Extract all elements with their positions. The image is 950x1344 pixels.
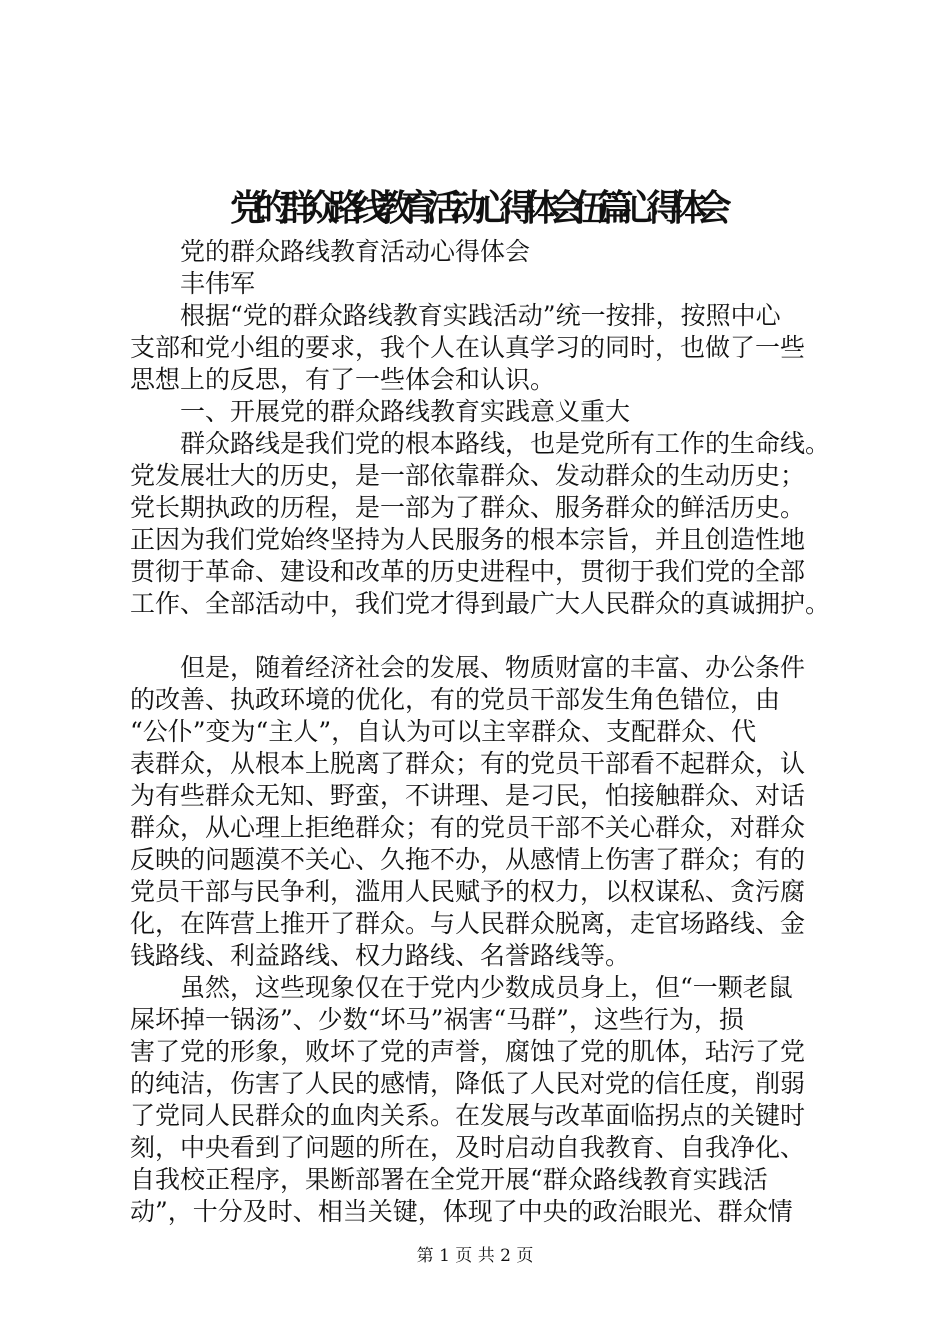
text-line: 党的群众路线教育活动心得体会 [180,237,531,266]
text-line: 表群众，从根本上脱离了群众；有的党员干部看不起群众，认 [130,749,806,778]
blank-line [130,620,830,652]
text-line: 党长期执政的历程，是一部为了群众、服务群众的鲜活历史。 [130,493,806,522]
text-line: 工作、全部活动中，我们党才得到最广大人民群众的真诚拥护。 [130,589,831,618]
text-line: 了党同人民群众的血肉关系。在发展与改革面临拐点的关键时 [130,1101,806,1130]
text-line: 动”，十分及时、相当关键，体现了中央的政治眼光、群众情 [130,1197,793,1226]
text-line: 正因为我们党始终坚持为人民服务的根本宗旨，并且创造性地 [130,525,806,554]
text-line: “公仆”变为“主人”，自认为可以主宰群众、支配群众、代 [130,717,757,746]
text-line: 化，在阵营上推开了群众。与人民群众脱离，走官场路线、金 [130,909,806,938]
text-line: 的纯洁，伤害了人民的感情，降低了人民对党的信任度，削弱 [130,1069,806,1098]
text-line: 党员干部与民争利，滥用人民赋予的权力，以权谋私、贪污腐 [130,877,806,906]
text-line: 根据“党的群众路线教育实践活动”统一按排，按照中心 [180,301,781,330]
text-line: 刻，中央看到了问题的所在，及时启动自我教育、自我净化、 [130,1133,806,1162]
text-line: 为有些群众无知、野蛮，不讲理、是刁民，怕接触群众、对话 [130,781,806,810]
text-line: 自我校正程序，果断部署在全党开展“群众路线教育实践活 [130,1165,768,1194]
text-line: 支部和党小组的要求，我个人在认真学习的同时，也做了一些 [130,333,806,362]
document-title: 党的群众路线教育活动心得体会伍篇心得体会 [229,187,720,229]
document-body [130,236,830,1228]
text-line: 党发展壮大的历史，是一部依靠群众、发动群众的生动历史； [130,461,806,490]
text-line: 丰伟军 [180,269,256,298]
text-line: 屎坏掉一锅汤”、少数“坏马”祸害“马群”，这些行为，损 [130,1005,744,1034]
text-line: 贯彻于革命、建设和改革的历史进程中，贯彻于我们党的全部 [130,557,806,586]
text-line: 的改善、执政环境的优化，有的党员干部发生角色错位，由 [130,685,781,714]
text-line: 群众，从心理上拒绝群众；有的党员干部不关心群众，对群众 [130,813,806,842]
text-line: 但是，随着经济社会的发展、物质财富的丰富、办公条件 [180,653,806,682]
text-line: 一、开展党的群众路线教育实践意义重大 [180,397,631,426]
text-line: 群众路线是我们党的根本路线，也是党所有工作的生命线。 [180,429,831,458]
text-line: 虽然，这些现象仅在于党内少数成员身上，但“一颗老鼠 [180,973,793,1002]
text-line: 思想上的反思，有了一些体会和认识。 [130,365,556,394]
text-line: 钱路线、利益路线、权力路线、名誉路线等。 [130,941,631,970]
text-line: 反映的问题漠不关心、久拖不办，从感情上伤害了群众；有的 [130,845,806,874]
page-footer: 第 1 页 共 2 页 [416,1246,534,1266]
text-line: 害了党的形象，败坏了党的声誉，腐蚀了党的肌体，玷污了党 [130,1037,806,1066]
